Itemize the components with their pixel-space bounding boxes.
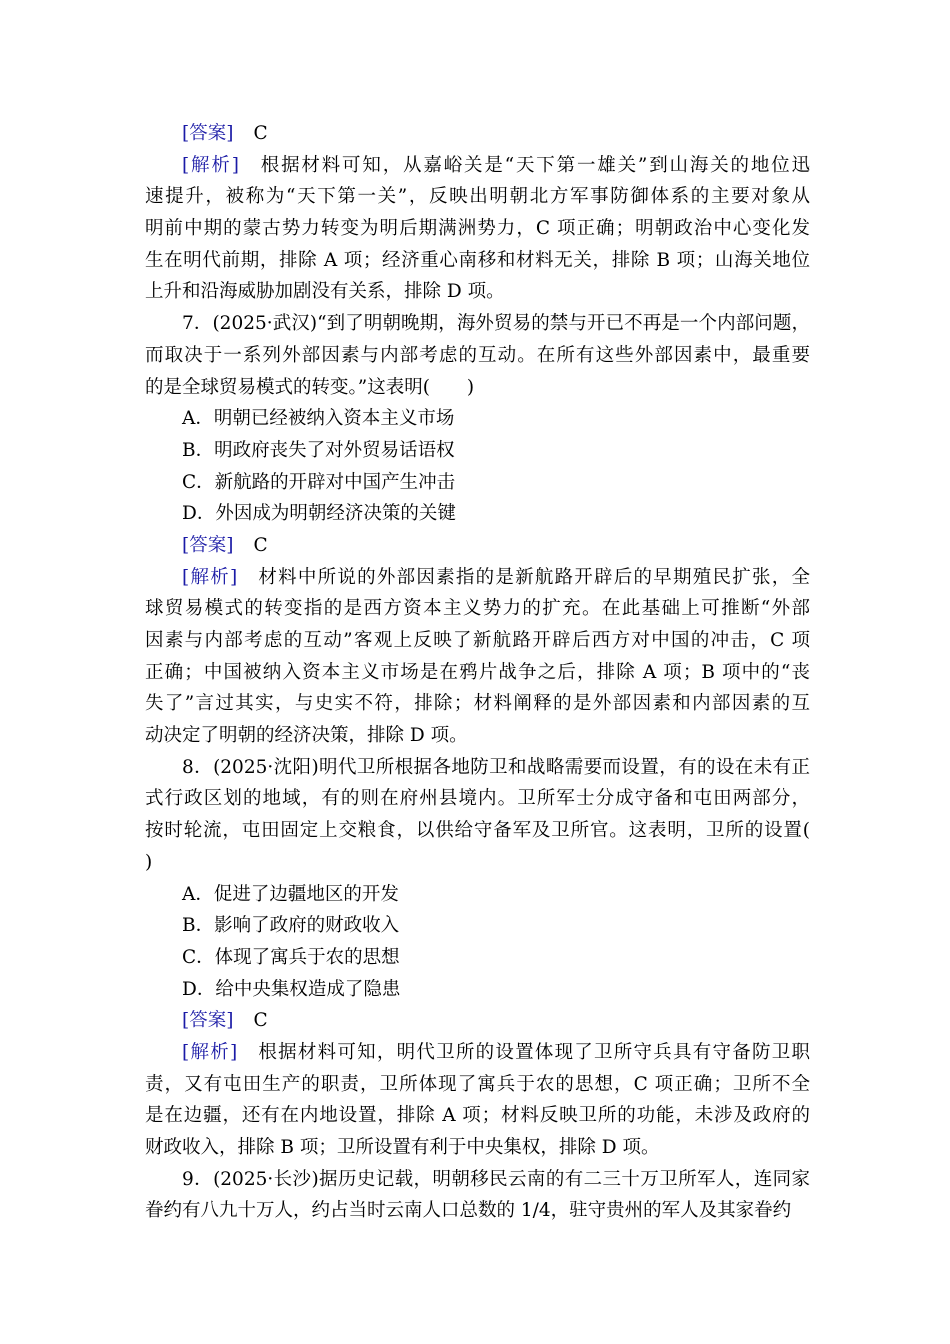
analysis-text: 财政收入，排除 B 项；卫所设置有利于中央集权，排除 D 项。 xyxy=(145,1137,660,1158)
answer-line xyxy=(145,1005,810,1037)
analysis-text: 是在边疆，还有在内地设置，排除 A 项；材料反映卫所的功能，未涉及政府的 xyxy=(145,1105,810,1127)
analysis-line xyxy=(145,1069,810,1101)
analysis-line xyxy=(145,657,810,689)
analysis-text: 因素与内部考虑的互动”客观上反映了新航路开辟后西方对中国的冲击，C 项 xyxy=(145,630,810,651)
analysis-text: 明前中期的蒙古势力转变为明后期满洲势力，C 项正确；明朝政治中心变化发 xyxy=(145,218,810,240)
analysis-text: 根据材料可知，明代卫所的设置体现了卫所守兵具有守备防卫职 xyxy=(257,1041,810,1063)
analysis-text: 上升和沿海威胁加剧没有关系，排除 D 项。 xyxy=(145,281,505,303)
option-item xyxy=(145,974,810,1006)
analysis-text: 速提升，被称为“天下第一关”，反映出明朝北方军事防御体系的主要对象从 xyxy=(145,186,810,208)
option-item xyxy=(145,403,810,435)
question-line xyxy=(145,847,810,879)
analysis-line xyxy=(145,1100,810,1132)
answer-line xyxy=(145,118,810,150)
question-text: 的是全球贸易模式的转变。”这表明( ) xyxy=(145,376,475,398)
option-text: A．明朝已经被纳入资本主义市场 xyxy=(182,408,455,430)
answer-value: C xyxy=(253,123,268,144)
option-item xyxy=(145,467,810,499)
analysis-text: 责，又有屯田生产的职责，卫所体现了寓兵于农的思想，C 项正确；卫所不全 xyxy=(145,1073,810,1095)
analysis-label: [解析] xyxy=(182,1041,238,1063)
analysis-label: [解析] xyxy=(182,566,238,588)
option-item xyxy=(145,879,810,911)
analysis-line xyxy=(145,245,810,277)
option-text: A．促进了边疆地区的开发 xyxy=(182,883,399,905)
analysis-text: 材料中所说的外部因素指的是新航路开辟后的早期殖民扩张，全 xyxy=(257,566,810,588)
analysis-line xyxy=(145,562,810,594)
analysis-line xyxy=(145,1132,810,1164)
question-text: 按时轮流，屯田固定上交粮食，以供给守备军及卫所官。这表明，卫所的设置( xyxy=(145,820,810,842)
question-line xyxy=(145,815,810,847)
question-text: 8．(2025·沈阳)明代卫所根据各地防卫和战略需要而设置，有的设在未有正 xyxy=(182,756,810,778)
analysis-line xyxy=(145,1037,810,1069)
analysis-text: 球贸易模式的转变指的是西方资本主义势力的扩充。在此基础上可推断“外部 xyxy=(145,598,810,620)
answer-value: C xyxy=(253,1010,268,1032)
answer-label: [答案] xyxy=(182,534,234,556)
analysis-line xyxy=(145,720,810,752)
analysis-text: 生在明代前期，排除 A 项；经济重心南移和材料无关，排除 B 项；山海关地位 xyxy=(145,249,810,271)
analysis-line xyxy=(145,688,810,720)
question-line xyxy=(145,308,810,340)
document-page xyxy=(145,118,810,1227)
analysis-line xyxy=(145,625,810,657)
analysis-line xyxy=(145,276,810,308)
question-text: 眷约有八九十万人，约占当时云南人口总数的 1/4，驻守贵州的军人及其家眷约 xyxy=(145,1200,792,1222)
question-text: 7．(2025·武汉)“到了明朝晚期，海外贸易的禁与开已不再是一个内部问题， xyxy=(182,313,810,335)
option-text: D．给中央集权造成了隐患 xyxy=(182,978,401,1000)
question-line xyxy=(145,372,810,404)
question-line xyxy=(145,752,810,784)
option-text: B．影响了政府的财政收入 xyxy=(182,915,400,937)
analysis-line xyxy=(145,181,810,213)
option-item xyxy=(145,910,810,942)
option-text: D．外因成为明朝经济决策的关键 xyxy=(182,503,456,525)
analysis-line xyxy=(145,150,810,182)
option-item xyxy=(145,435,810,467)
analysis-line xyxy=(145,593,810,625)
answer-value: C xyxy=(253,534,268,556)
question-line xyxy=(145,1164,810,1196)
question-text: 式行政区划的地域，有的则在府州县境内。卫所军士分成守备和屯田两部分， xyxy=(145,788,810,810)
question-text: ) xyxy=(145,851,153,873)
analysis-line xyxy=(145,213,810,245)
question-text: 9．(2025·长沙)据历史记载，明朝移民云南的有二三十万卫所军人，连同家 xyxy=(182,1168,810,1190)
answer-line xyxy=(145,530,810,562)
question-line xyxy=(145,1195,810,1227)
analysis-text: 根据材料可知，从嘉峪关是“天下第一雄关”到山海关的地位迅 xyxy=(258,154,810,176)
analysis-text: 失了”言过其实，与史实不符，排除；材料阐释的是外部因素和内部因素的互 xyxy=(145,693,810,715)
answer-label: [答案] xyxy=(182,123,234,144)
option-text: C．体现了寓兵于农的思想 xyxy=(182,946,400,968)
option-text: C．新航路的开辟对中国产生冲击 xyxy=(182,471,456,493)
question-line xyxy=(145,783,810,815)
analysis-text: 正确；中国被纳入资本主义市场是在鸦片战争之后，排除 A 项；B 项中的“丧 xyxy=(145,661,810,683)
analysis-label: [解析] xyxy=(182,154,239,176)
analysis-text: 动决定了明朝的经济决策，排除 D 项。 xyxy=(145,725,468,747)
question-line xyxy=(145,340,810,372)
answer-label: [答案] xyxy=(182,1010,234,1032)
option-item xyxy=(145,498,810,530)
question-text: 而取决于一系列外部因素与内部考虑的互动。在所有这些外部因素中，最重要 xyxy=(145,344,810,366)
option-item xyxy=(145,942,810,974)
option-text: B．明政府丧失了对外贸易话语权 xyxy=(182,439,455,461)
